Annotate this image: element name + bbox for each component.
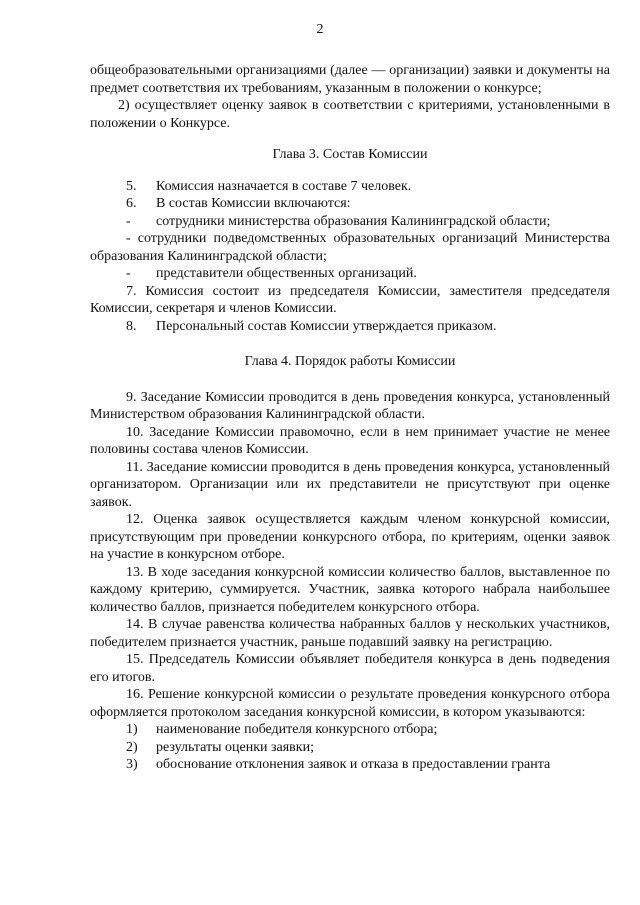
paragraph-item-9: 9. Заседание Комиссии проводится в день проведения конкурса, установленный Министерством образования Калининградской области.: [90, 389, 610, 422]
item-text: представители общественных организаций.: [156, 266, 417, 281]
list-item: [90, 178, 610, 196]
paragraph-item-2: 2) осуществляет оценку заявок в соответствии с критериями, установленными в положении о Конкурсе.: [90, 98, 610, 131]
item-number: 5.: [126, 178, 137, 194]
list-item: [90, 318, 610, 336]
item-text: результаты оценки заявки;: [156, 739, 314, 755]
list-item: [90, 756, 610, 774]
item-number: 6.: [126, 196, 137, 211]
list-item: [90, 721, 610, 739]
paragraph-continued: общеобразовательными организациями (далее — организации) заявки и документы на предмет соответствия их требованиям, указанным в положении о конкурсе;: [90, 63, 610, 96]
list-item: [90, 739, 610, 757]
chapter-3-heading: Глава 3. Состав Комиссии: [272, 147, 428, 162]
paragraph-item-15: 15. Председатель Комиссии объявляет победителя конкурса в день подведения его итогов.: [90, 652, 610, 685]
item-text: Персональный состав Комиссии утверждается приказом.: [156, 318, 497, 334]
item-number: 1): [126, 722, 138, 737]
document-body: [90, 62, 610, 774]
list-item: [90, 265, 610, 283]
paragraph-item-12: 12. Оценка заявок осуществляется каждым членом конкурсной комиссии, присутствующим при проведении конкурсного отбора, по критериям, оценки заявок на участие в конкурсном отборе.: [90, 512, 610, 562]
item-text: обоснование отклонения заявок и отказа в предоставлении гранта: [156, 757, 551, 772]
item-number: 3): [126, 757, 138, 772]
paragraph-employees: - сотрудники подведомственных образовательных организаций Министерства образования Калининградской области;: [90, 231, 610, 264]
item-text: наименование победителя конкурсного отбора;: [156, 722, 438, 737]
item-bullet: -: [126, 213, 131, 229]
item-number: 8.: [126, 318, 137, 334]
page-number: 2: [316, 22, 324, 37]
item-number: 2): [126, 739, 138, 755]
paragraph-item-13: 13. В ходе заседания конкурсной комиссии количество баллов, выставленное по каждому критерию, суммируется. Участник, заявка которого набрала наибольшее количество баллов, признается победителем конкурсного отбора.: [90, 564, 610, 615]
paragraph-item-7: 7. Комиссия состоит из председателя Комиссии, заместителя председателя Комиссии, секретаря и членов Комиссии.: [90, 283, 610, 316]
list-item: [90, 213, 610, 231]
paragraph-item-10: 10. Заседание Комиссии правомочно, если в нем принимает участие не менее половины состава членов Комиссии.: [90, 424, 610, 457]
paragraph-item-16: 16. Решение конкурсной комиссии о результате проведения конкурсного отбора оформляется протоколом заседания конкурсной комиссии, в котором указываются:: [90, 687, 610, 720]
item-bullet: -: [126, 266, 131, 281]
paragraph-item-11: 11. Заседание комиссии проводится в день проведения конкурса, установленный организатором. Организации или их представители не присутствуют при оценке заявок.: [90, 459, 610, 510]
paragraph-item-14: 14. В случае равенства количества набранных баллов у нескольких участников, победителем признается участник, раньше подавший заявку на регистрацию.: [90, 617, 610, 650]
item-text: В состав Комиссии включаются:: [156, 196, 351, 211]
list-item: [90, 195, 610, 213]
chapter-4-heading: Глава 4. Порядок работы Комиссии: [244, 354, 456, 369]
item-text: Комиссия назначается в составе 7 человек.: [156, 178, 412, 194]
item-text: сотрудники министерства образования Калининградской области;: [156, 213, 551, 229]
